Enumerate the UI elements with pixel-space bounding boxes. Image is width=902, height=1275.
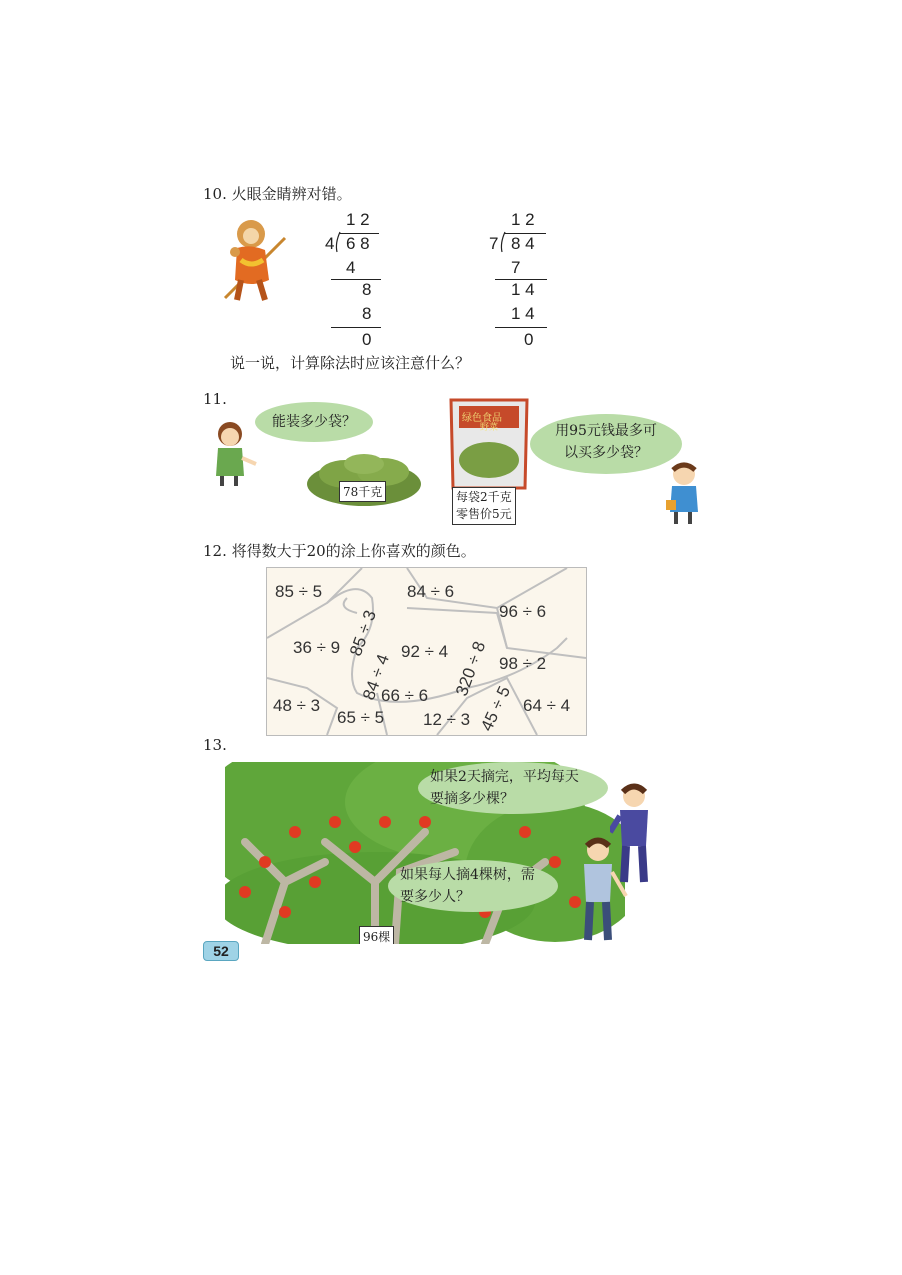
girl-question: 能装多少袋？: [272, 414, 356, 430]
right-step1: 7: [511, 258, 521, 277]
girl-illustration: [206, 418, 266, 488]
boy2-illustration: [568, 836, 628, 944]
tree-count-label: 96棵: [359, 926, 394, 944]
right-divisor: 7: [489, 234, 499, 253]
expr-84-div-4: 84 ÷ 4: [359, 651, 393, 703]
expr-66-div-6: 66 ÷ 6: [381, 686, 429, 705]
expr-12-div-3: 12 ÷ 3: [423, 710, 471, 729]
q10-title: 10. 火眼金睛辨对错。: [203, 185, 352, 203]
right-step2: 1 4: [511, 280, 535, 299]
expr-320-div-8: 320 ÷ 8: [452, 638, 490, 699]
left-step2: 8: [362, 280, 372, 299]
expr-85-div-3: 85 ÷ 3: [346, 607, 380, 659]
expr-96-div-6: 96 ÷ 6: [499, 602, 547, 621]
monkey-king-illustration: [215, 208, 290, 303]
division-bracket: [334, 231, 342, 253]
boy-speech-bubble-2: [388, 860, 558, 912]
expr-84-div-6: 84 ÷ 6: [407, 582, 455, 601]
right-remainder: 0: [524, 330, 534, 349]
coloring-puzzle: [266, 567, 587, 736]
left-remainder: 0: [362, 330, 372, 349]
pile-weight-label: 78千克: [339, 481, 386, 502]
q12-title: 12. 将得数大于20的涂上你喜欢的颜色。: [203, 542, 476, 560]
expr-36-div-9: 36 ÷ 9: [293, 638, 341, 657]
page-number: 52: [203, 941, 239, 961]
left-divisor: 4: [325, 234, 335, 253]
expr-85-div-5: 85 ÷ 5: [275, 582, 323, 601]
expr-98-div-2: 98 ÷ 2: [499, 654, 547, 673]
right-dividend: 8 4: [511, 234, 535, 253]
division-bracket: [499, 231, 507, 253]
girl-speech-bubble: [255, 402, 373, 442]
man-question-line2: 要摘多少棵？: [430, 791, 514, 807]
q11-number: 11.: [203, 390, 227, 408]
man-speech-bubble: [418, 762, 608, 814]
boy-question-line2: 以买多少袋？: [564, 445, 648, 461]
expr-45-div-5: 45 ÷ 5: [477, 683, 515, 735]
left-step1: 4: [346, 258, 356, 277]
expr-65-div-5: 65 ÷ 5: [337, 708, 385, 727]
boy2-question-line2: 要多少人？: [400, 889, 470, 905]
right-quotient: 1 2: [511, 210, 535, 229]
bag-weight-text: 每袋2千克: [456, 490, 512, 504]
bag-price-label: [452, 487, 516, 525]
expr-48-div-3: 48 ÷ 3: [273, 696, 321, 715]
man-question-line1: 如果2天摘完，平均每天: [430, 769, 579, 785]
expr-64-div-4: 64 ÷ 4: [523, 696, 571, 715]
left-step3: 8: [362, 304, 372, 323]
expr-92-div-4: 92 ÷ 4: [401, 642, 449, 661]
boy-question-line1: 用95元钱最多可: [555, 423, 657, 439]
boy2-question-line1: 如果每人摘4棵树，需: [400, 867, 535, 883]
q13-number: 13.: [203, 736, 227, 754]
right-step3: 1 4: [511, 304, 535, 323]
q10-prompt: 说一说，计算除法时应该注意什么？: [230, 354, 471, 372]
bag-product: 野菜: [480, 423, 499, 433]
left-dividend: 6 8: [346, 234, 370, 253]
bag-brand: 绿色食品: [462, 413, 502, 424]
left-quotient: 1 2: [346, 210, 370, 229]
boy-illustration: [660, 460, 706, 526]
bag-price-text: 零售价5元: [456, 507, 512, 521]
